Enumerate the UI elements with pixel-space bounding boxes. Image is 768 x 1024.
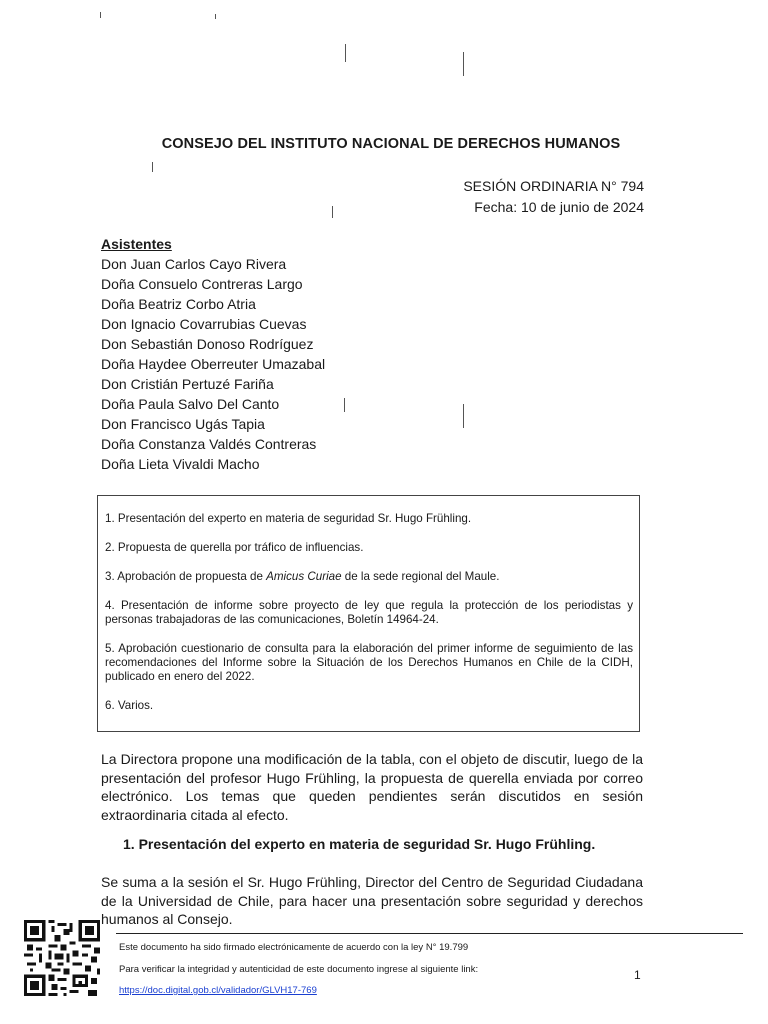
paragraph-table-modification: La Directora propone una modificación de la tabla, con el objeto de discutir, luego de la presentación del profesor Hugo Frühling, la propuesta de querella enviada por correo electrónico. Los temas que queden pendientes serán discutidos en sesión extraordinaria citada al efecto. [101, 751, 643, 823]
agenda-item-6: 6. Varios. [105, 699, 154, 712]
agenda-item-3-prefix: 3. Aprobación de propuesta de [105, 570, 267, 583]
page-number: 1 [634, 968, 641, 982]
qr-code-icon [24, 920, 100, 996]
attendee: Don Cristián Pertuzé Fariña [101, 376, 274, 392]
session-type: SESIÓN ORDINARIA N° 794 [463, 178, 644, 194]
agenda-item-5: 5. Aprobación cuestionario de consulta para la elaboración del primer informe de seguimiento de las recomendaciones del Informe sobre la Situación de los Derechos Humanos en Chile de la CIDH, publicado en enero del 2022. [105, 642, 633, 683]
attendee: Doña Consuelo Contreras Largo [101, 276, 303, 292]
scan-mark [215, 14, 216, 19]
document-title: CONSEJO DEL INSTITUTO NACIONAL DE DERECHOS HUMANOS [161, 136, 621, 152]
scan-mark [332, 206, 333, 218]
paragraph-presentation: Se suma a la sesión el Sr. Hugo Frühling, Director del Centro de Seguridad Ciudadana de la Universidad de Chile, para hacer una presentación sobre seguridad y derechos humanos al Consejo. [101, 874, 643, 927]
agenda-item-3 [105, 570, 633, 584]
scan-mark [100, 12, 101, 18]
section-heading-1: 1. Presentación del experto en materia de seguridad Sr. Hugo Frühling. [123, 836, 596, 852]
agenda-item-1: 1. Presentación del experto en materia de seguridad Sr. Hugo Frühling. [105, 512, 472, 525]
session-date: Fecha: 10 de junio de 2024 [474, 199, 644, 215]
attendee: Don Sebastián Donoso Rodríguez [101, 336, 314, 352]
attendees-heading: Asistentes [101, 236, 172, 252]
scan-mark [463, 52, 464, 76]
attendee: Don Francisco Ugás Tapia [101, 416, 265, 432]
attendee: Don Juan Carlos Cayo Rivera [101, 256, 287, 272]
scan-mark [463, 404, 464, 428]
attendee: Doña Lieta Vivaldi Macho [101, 456, 260, 472]
validation-link[interactable]: https://doc.digital.gob.cl/validador/GLVH17-769 [119, 985, 317, 996]
attendee: Doña Haydee Oberreuter Umazabal [101, 356, 326, 372]
attendee: Doña Constanza Valdés Contreras [101, 436, 317, 452]
scan-mark [345, 44, 346, 62]
agenda-item-2: 2. Propuesta de querella por tráfico de influencias. [105, 541, 364, 554]
scan-mark [152, 162, 153, 172]
session-info [463, 176, 644, 218]
attendee: Don Ignacio Covarrubias Cuevas [101, 316, 307, 332]
agenda-box [97, 495, 640, 732]
attendees-list [101, 234, 325, 474]
scan-mark [344, 398, 345, 412]
agenda-item-4: 4. Presentación de informe sobre proyecto de ley que regula la protección de los periodistas y personas trabajadoras de las comunicaciones, Boletín 14964-24. [105, 599, 633, 626]
agenda-item-3-italic: Amicus Curiae [266, 570, 342, 583]
footer-verify-note: Para verificar la integridad y autenticidad de este documento ingrese al siguiente link: [119, 964, 479, 975]
attendee: Doña Beatriz Corbo Atria [101, 296, 256, 312]
footer-divider [116, 933, 743, 934]
footer-signature-note: Este documento ha sido firmado electrónicamente de acuerdo con la ley N° 19.799 [119, 942, 469, 953]
agenda-item-3-suffix: de la sede regional del Maule. [341, 570, 500, 583]
attendee: Doña Paula Salvo Del Canto [101, 396, 280, 412]
